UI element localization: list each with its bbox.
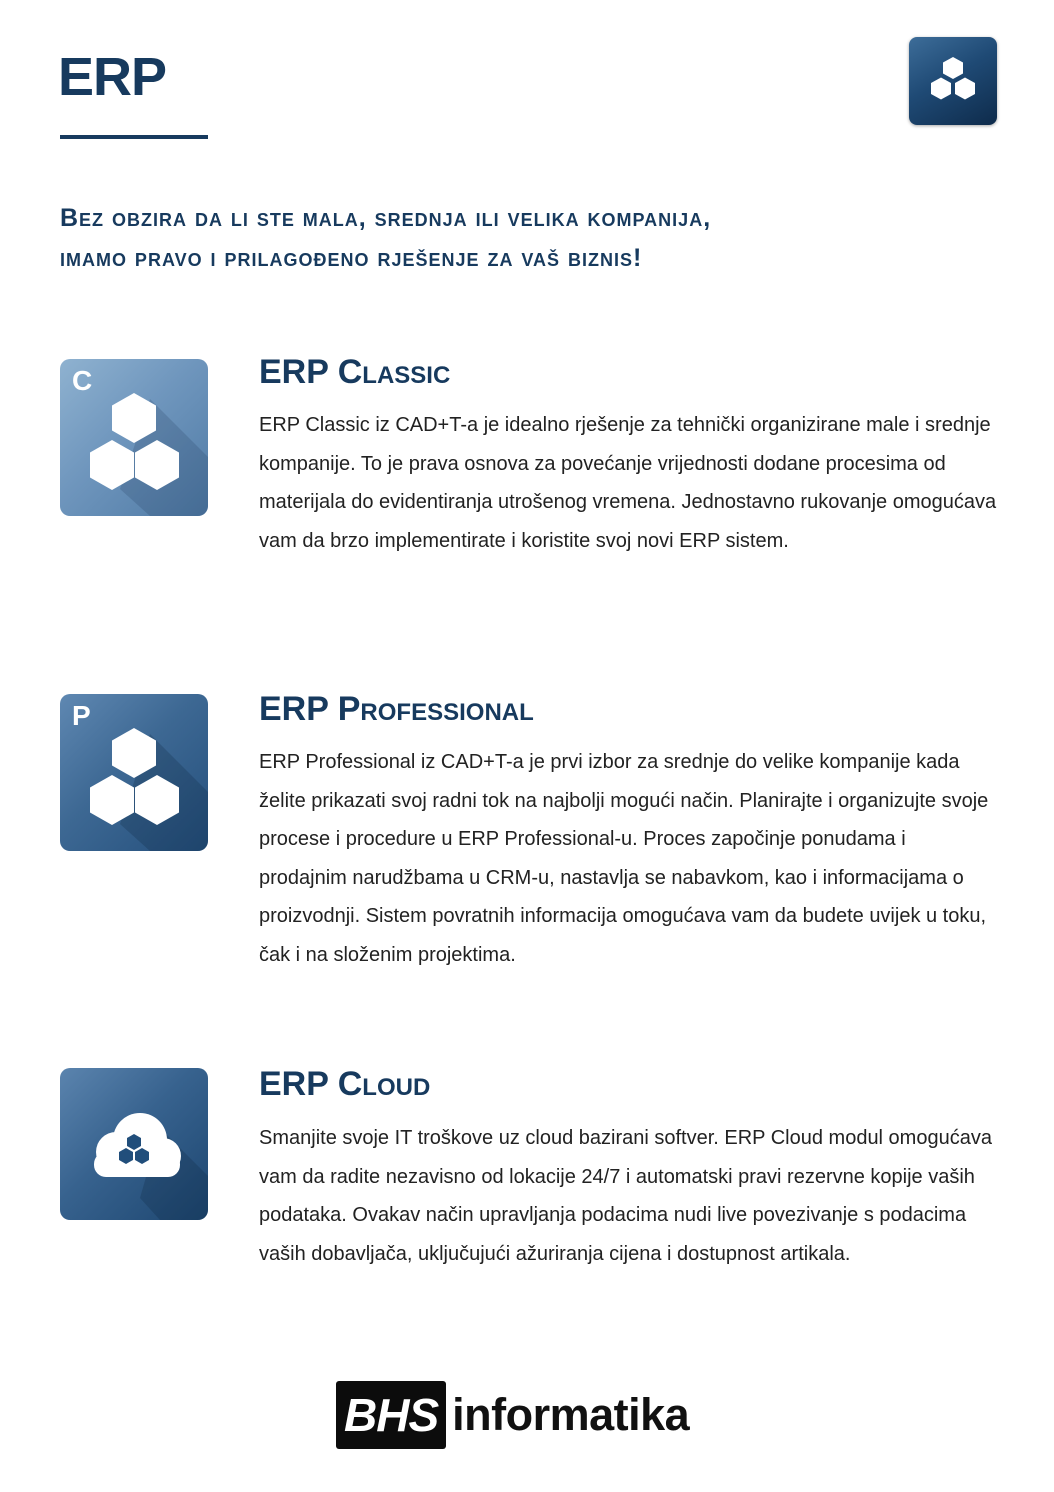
erp-cloud-description: Smanjite svoje IT troškove uz cloud bazirani softver. ERP Cloud modul omogućava vam da radite nezavisno od lokacije 24/7 i automatski pravi rezervne kopije vaših podataka. Ovakav način upravljanja podacima nudi live povezivanje s podacima vaših dobavljača, uključujući ažuriranja cijena i dostupnost artikala. xyxy=(259,1127,992,1265)
page-title: ERP xyxy=(58,47,167,107)
hexagon-cluster-icon xyxy=(909,37,997,125)
erp-classic-heading: ERP Classic xyxy=(259,353,451,391)
hexagon-cluster-icon xyxy=(60,694,208,851)
logo-bhs-box: BHS xyxy=(336,1381,446,1449)
tagline xyxy=(60,198,711,278)
tagline-line-2: imamo pravo i prilagođeno rješenje za vaš biznis! xyxy=(60,244,643,272)
hexagon-cluster-icon xyxy=(60,359,208,516)
cloud-hexagon-icon xyxy=(60,1068,208,1220)
icon-letter-c: C xyxy=(72,365,93,396)
title-underline xyxy=(60,135,208,139)
erp-professional-heading: ERP Professional xyxy=(259,690,534,728)
tagline-line-1: Bez obzira da li ste mala, srednja ili velika kompanija, xyxy=(60,204,712,232)
logo-informatika-text: informatika xyxy=(452,1389,690,1440)
erp-cloud-heading: ERP Cloud xyxy=(259,1065,431,1103)
bhs-informatika-logo xyxy=(336,1381,689,1449)
erp-professional-description: ERP Professional iz CAD+T-a je prvi izbor za srednje do velike kompanije kada želite prikazati svoj radni tok na najbolji mogući način. Planirajte i organizujte svoje procese i procedure u ERP Professional-u. Proces započinje ponudama i prodajnim narudžbama u CRM-u, nastavlja se nabavkom, kao i informacijama o proizvodnji. Sistem povratnih informacija omogućava vam da budete uvijek u toku, čak i na složenim projektima. xyxy=(259,751,989,966)
erp-classic-description: ERP Classic iz CAD+T-a je idealno rješenje za tehnički organizirane male i srednje kompanije. To je prava osnova za povećanje vrijednosti dodane procesima od materijala do evidentiranja utrošenog vremena. Jednostavno rukovanje omogućava vam da brzo implementirate i koristite svoj novi ERP sistem. xyxy=(259,414,997,552)
icon-letter-p: P xyxy=(72,700,91,731)
